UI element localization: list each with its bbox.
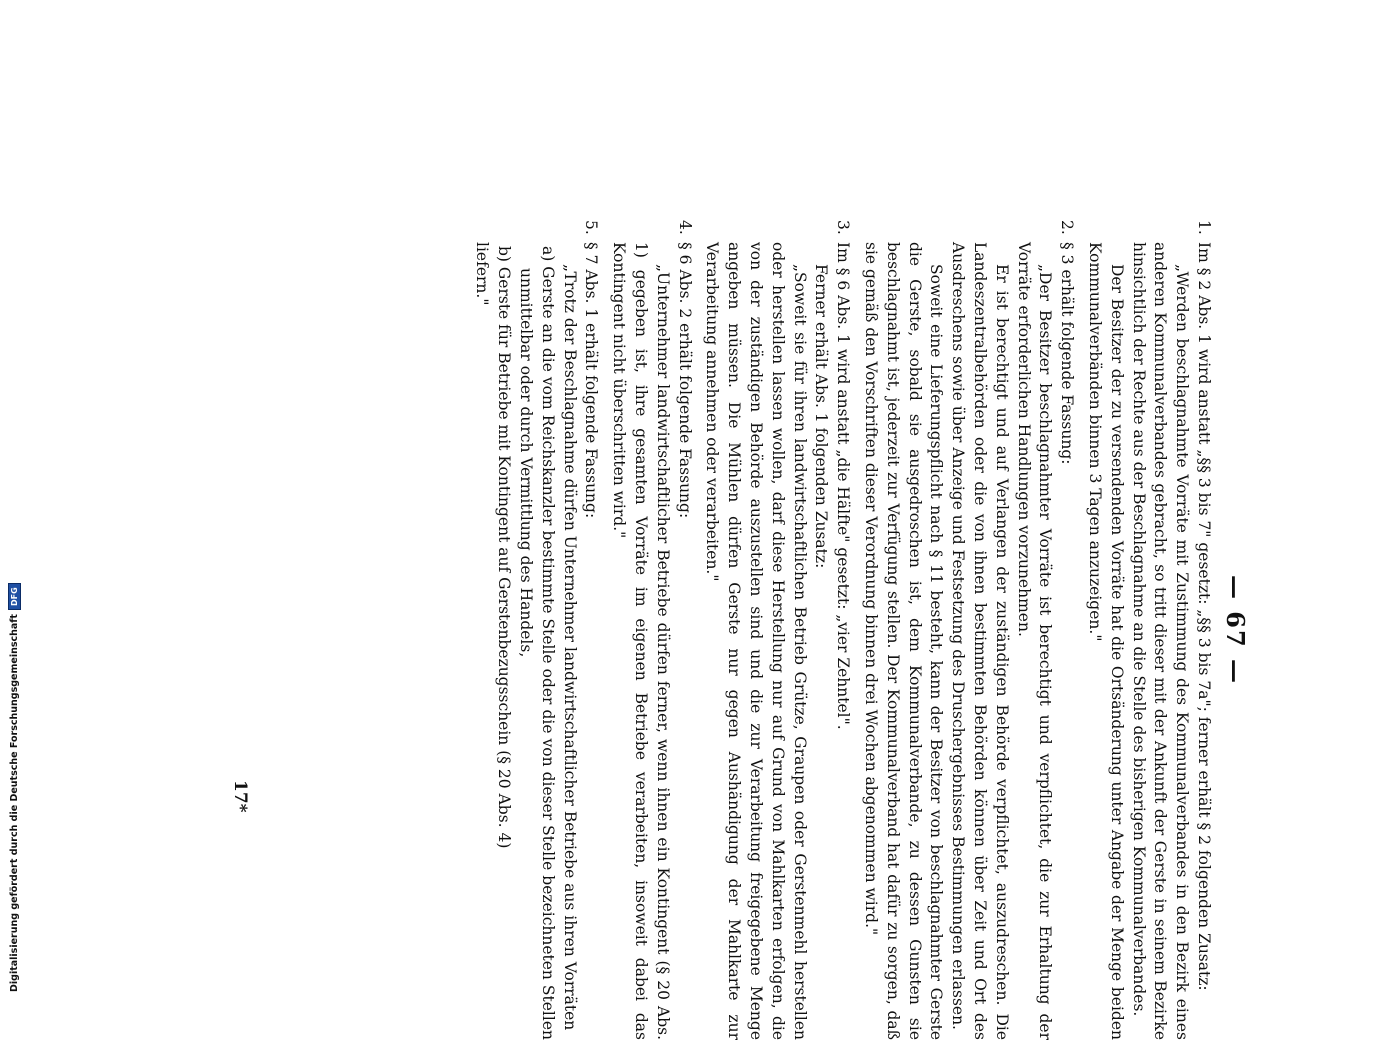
paragraph: „Trotz der Beschlagnahme dürfen Unternehmer landwirtschaftlicher Betriebe aus ihren Vorräten — [560, 264, 579, 1031]
item-lead — [831, 220, 853, 1040]
item-number: 3. — [834, 220, 853, 235]
item-number: 4. — [675, 220, 694, 235]
page-body — [465, 220, 1214, 1040]
list-item — [607, 220, 694, 1040]
credit-text: Digitalisierung gefördert durch die Deutsche Forschungsgemeinschaft — [9, 614, 20, 992]
item-lead-text: Im § 2 Abs. 1 wird anstatt „§§ 3 bis 7" gesetzt: „§§ 3 bis 7a"; ferner erhält § 2 folgenden Zusatz: — [1195, 242, 1213, 991]
item-lead-text: § 3 erhält folgende Fassung: — [1058, 242, 1077, 465]
list-item — [701, 220, 854, 1040]
item-number: 1. — [1195, 220, 1213, 235]
digitization-credit — [8, 583, 21, 992]
item-lead-text: § 6 Abs. 2 erhält folgende Fassung: — [675, 242, 694, 519]
dfg-logo: DFG — [8, 583, 21, 610]
item-number: 5. — [582, 220, 601, 235]
paragraph: Er ist berechtigt und auf Verlangen der zuständigen Behörde verpflichtet, auszudreschen. Die Landeszentralbehörden oder die von ihnen bestimmten Behörden können über Zeit und Ort des Ausdreschens sowie über Anzeige und Festsetzung des Druschergebnisses Bestimmungen erlassen. — [949, 242, 1011, 1040]
item-number: 2. — [1058, 220, 1077, 235]
item-lead — [673, 220, 695, 1040]
paragraph-tail: liefern." — [473, 242, 492, 306]
paragraph: Ferner erhält Abs. 1 folgenden Zusatz: — [812, 264, 831, 569]
item-lead — [580, 220, 602, 1040]
list-item — [859, 220, 1077, 1040]
paragraph: „Der Besitzer beschlagnahmter Vorräte ist berechtigt und verpflichtet, die zur Erhaltung der Vorräte erforderlichen Handlungen vorzunehmen. — [1014, 242, 1055, 1040]
signature-mark: 17* — [230, 780, 250, 813]
document-page — [210, 220, 1250, 1040]
paragraph: Soweit eine Lieferungspflicht nach § 11 besteht, kann der Besitzer von beschlagnahmter Gerste die Gerste, sobald sie ausgedroschen ist, dem Kommunalverbande, zu dessen Gunsten sie beschlagnahmt ist, jederzeit zur Verfügung stellen. Der Kommunalverband hat dafür zu sorgen, daß sie gemäß den Vorschriften dieser Verordnung binnen drei Wochen abgenommen wird." — [862, 242, 946, 1040]
page-number: — 67 — — [1221, 574, 1250, 686]
item-lead-text: Im § 6 Abs. 1 wird anstatt „die Hälfte" gesetzt: „vier Zehntel". — [834, 242, 853, 730]
paragraph: Der Besitzer der zu versendenden Vorräte hat die Ortsänderung unter Angabe der Menge beiden Kommunalverbänden binnen 3 Tagen anzuzeigen." — [1086, 242, 1126, 1040]
sub-item: b) Gerste für Betriebe mit Kontingent auf Gerstenbezugsschein (§ 20 Abs. 4) — [495, 246, 514, 849]
paragraph: „Unternehmer landwirtschaftlicher Betriebe dürfen ferner, wenn ihnen ein Kontingent (§ 20 Abs. 1) gegeben ist, ihre gesamten Vorräte im eigenen Betriebe verarbeiten, insoweit dabei das Kontingent nicht überschritten wird." — [610, 242, 672, 1040]
list-item — [471, 220, 602, 1040]
paragraph: „Werden beschlagnahmte Vorräte mit Zustimmung des Kommunalverbandes in den Bezirk eines anderen Kommunalverbandes gebracht, so tritt dieser mit der Ankunft der Gerste in seinem Bezirke hinsichtlich der Rechte aus der Beschlagnahme an die Stelle des bisherigen Kommunalverbandes. — [1129, 242, 1192, 1040]
item-lead — [1055, 220, 1077, 1040]
list-item — [1083, 220, 1214, 1040]
sub-item: a) Gerste an die vom Reichskanzler bestimmte Stelle oder die von dieser Stelle bezeichneten Stellen unmittelbar oder durch Vermittlung des Handels, — [517, 246, 557, 1040]
item-lead-text: § 7 Abs. 1 erhält folgende Fassung: — [582, 242, 601, 519]
item-lead — [1192, 220, 1214, 1040]
paragraph: „Soweit sie für ihren landwirtschaftlichen Betrieb Grütze, Graupen oder Gerstenmehl herstellen oder herstellen lassen wollen, darf diese Herstellung nur auf Grund von Mahlkarten erfolgen, die von der zuständigen Behörde auszustellen sind und die zur Verarbeitung freigegebene Menge angeben müssen. Die Mühlen dürfen Gerste nur gegen Aushändigung der Mahlkarte zur Verarbeitung annehmen oder verarbeiten." — [703, 242, 809, 1040]
